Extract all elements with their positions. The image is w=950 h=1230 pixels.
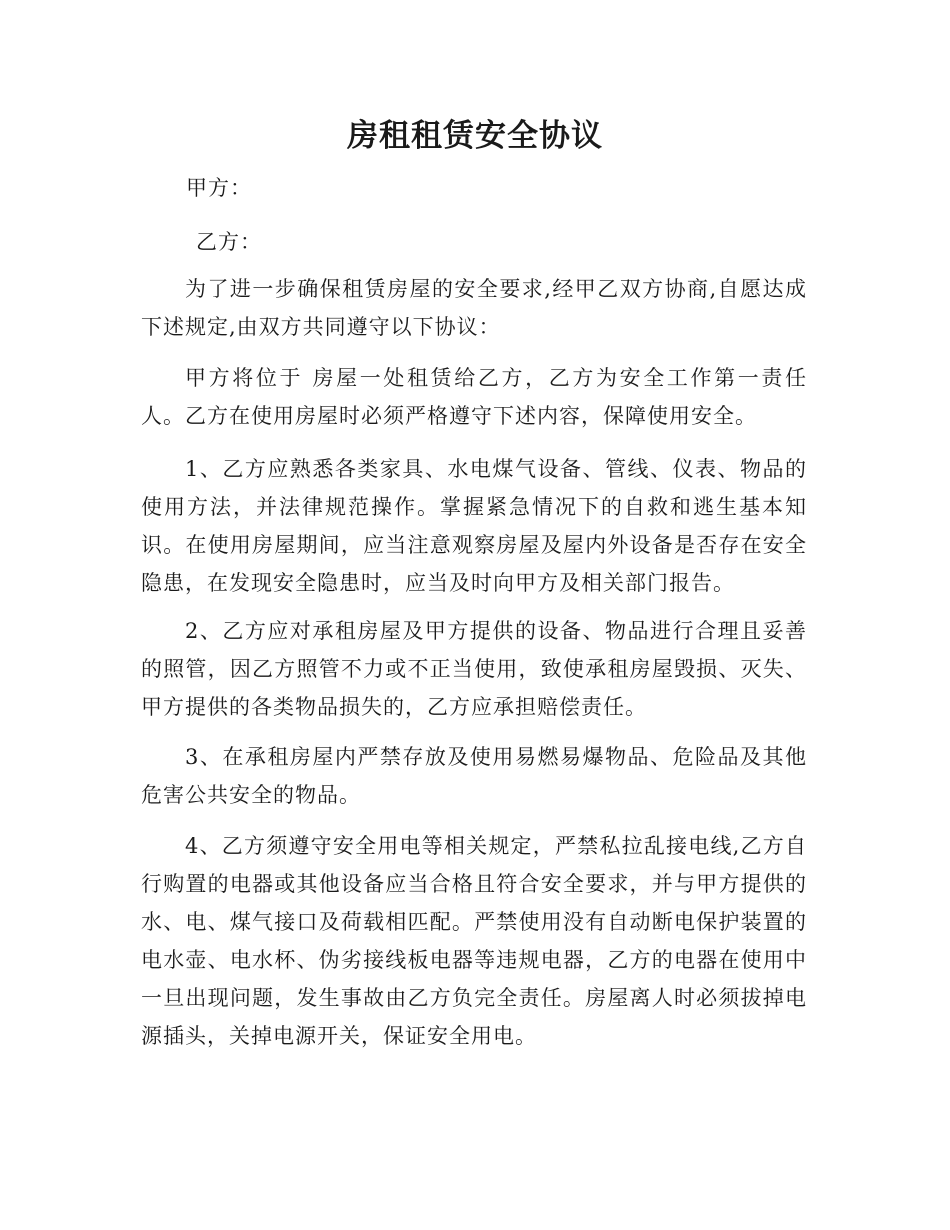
clause-3-paragraph: 3、在承租房屋内严禁存放及使用易燃易爆物品、危险品及其他危害公共安全的物品。 [141, 745, 807, 807]
party-a-label: 甲方： [186, 176, 252, 200]
clause-1-paragraph: 1、乙方应熟悉各类家具、水电煤气设备、管线、仪表、物品的使用方法，并法律规范操作。掌握紧急情况下的自救和逃生基本知识。在使用房屋期间，应当注意观察房屋及屋内外设备是否存在安全隐患，在发现安全隐患时，应当及时向甲方及相关部门报告。 [141, 457, 807, 595]
lease-statement-paragraph: 甲方将位于 房屋一处租赁给乙方，乙方为安全工作第一责任人。乙方在使用房屋时必须严格遵守下述内容，保障使用安全。 [141, 366, 807, 428]
document-title: 房租租赁安全协议 [347, 118, 603, 154]
clause-4-paragraph: 4、乙方须遵守安全用电等相关规定，严禁私拉乱接电线,乙方自行购置的电器或其他设备应当合格且符合安全要求，并与甲方提供的水、电、煤气接口及荷载相匹配。严禁使用没有自动断电保护装置的电水壶、电水杯、伪劣接线板电器等违规电器，乙方的电器在使用中一旦出现问题，发生事故由乙方负完全责任。房屋离人时必须拔掉电源插头，关掉电源开关，保证安全用电。 [141, 834, 807, 1048]
party-b-label: 乙方： [196, 230, 262, 254]
intro-paragraph: 为了进一步确保租赁房屋的安全要求,经甲乙双方协商,自愿达成下述规定,由双方共同遵守以下协议： [141, 277, 807, 339]
clause-2-paragraph: 2、乙方应对承租房屋及甲方提供的设备、物品进行合理且妥善的照管，因乙方照管不力或不正当使用，致使承租房屋毁损、灭失、甲方提供的各类物品损失的，乙方应承担赔偿责任。 [141, 619, 807, 719]
